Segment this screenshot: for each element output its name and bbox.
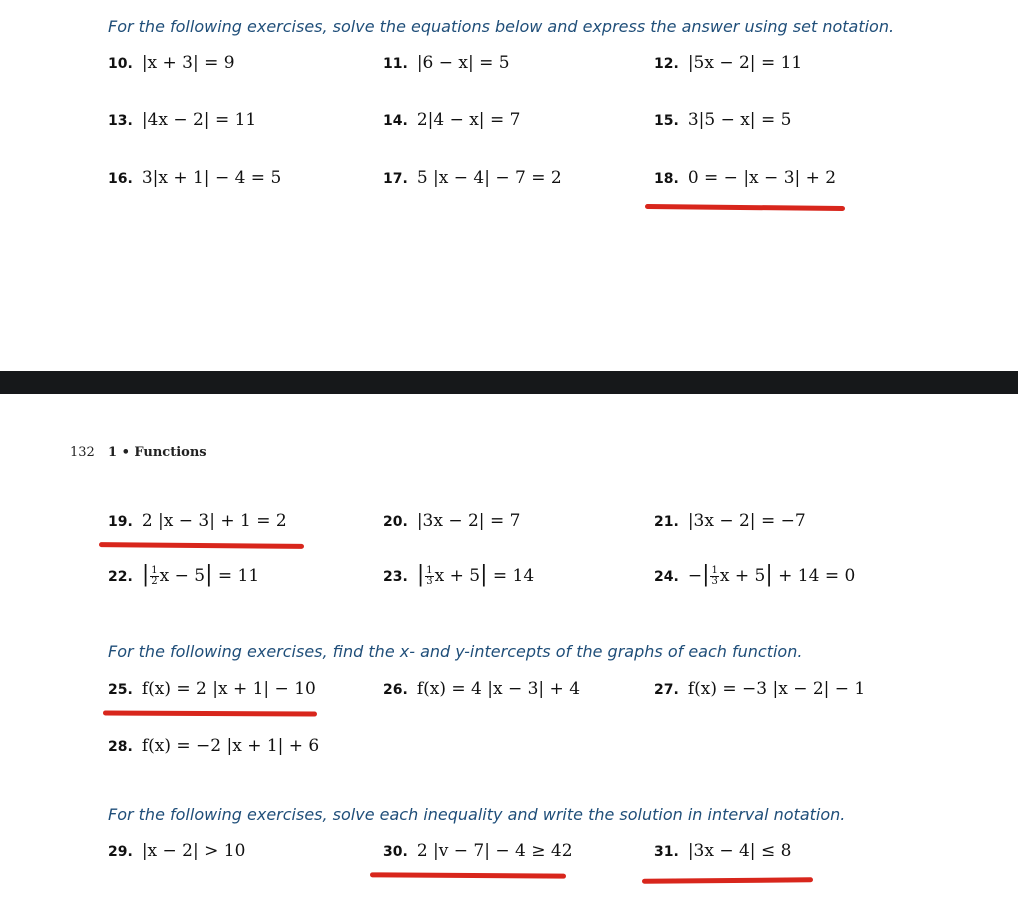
exercise-15 — [654, 110, 791, 130]
instruction-set-notation: For the following exercises, solve the equations below and express the answer using set notation. — [108, 17, 895, 36]
page-number: 132 — [70, 445, 95, 460]
exercise-29 — [108, 841, 245, 861]
exercise-number: 31. — [654, 844, 679, 860]
exercise-number: 25. — [108, 682, 133, 698]
equation: |3x − 4| ≤ 8 — [687, 841, 792, 861]
equation: 2|4 − x| = 7 — [416, 110, 521, 130]
right-hand-side: = 11 — [217, 566, 260, 586]
exercise-25 — [108, 679, 316, 699]
exercise-number: 20. — [383, 514, 408, 530]
equation: 5 |x − 4| − 7 = 2 — [416, 168, 562, 188]
exercise-number: 23. — [383, 569, 408, 585]
expression: x − 5 — [159, 566, 206, 586]
exercise-number: 28. — [108, 739, 133, 755]
exercise-17 — [383, 168, 562, 188]
exercise-number: 13. — [108, 113, 133, 129]
exercise-11 — [383, 53, 510, 73]
exercise-12 — [654, 53, 802, 73]
equation: f(x) = 4 |x − 3| + 4 — [416, 679, 581, 699]
exercise-number: 10. — [108, 56, 133, 72]
exercise-20 — [383, 511, 520, 531]
equation: 3|5 − x| = 5 — [687, 110, 792, 130]
exercise-19 — [108, 511, 287, 531]
exercise-23 — [383, 562, 535, 587]
exercise-number: 17. — [383, 171, 408, 187]
chapter-title: 1 • Functions — [108, 445, 207, 460]
right-hand-side: + 14 = 0 — [778, 566, 856, 586]
expression: x + 5 — [719, 566, 766, 586]
equation: |6 − x| = 5 — [416, 53, 510, 73]
exercise-18 — [654, 168, 836, 188]
exercise-13 — [108, 110, 256, 130]
exercise-number: 16. — [108, 171, 133, 187]
exercise-number: 21. — [654, 514, 679, 530]
equation: |5x − 2| = 11 — [687, 53, 803, 73]
exercise-number: 19. — [108, 514, 133, 530]
exercise-22 — [108, 562, 260, 587]
expression: x + 5 — [434, 566, 481, 586]
page-divider — [0, 371, 1018, 394]
equation: |3x − 2| = 7 — [416, 511, 521, 531]
equation: 2 |x − 3| + 1 = 2 — [141, 511, 287, 531]
equation: f(x) = −3 |x − 2| − 1 — [687, 679, 866, 699]
exercise-28 — [108, 736, 319, 756]
exercise-number: 22. — [108, 569, 133, 585]
equation: |x + 3| = 9 — [141, 53, 235, 73]
exercise-number: 11. — [383, 56, 408, 72]
fraction: $\frac{1}{3}$ — [426, 565, 433, 587]
exercise-number: 30. — [383, 844, 408, 860]
equation: 0 = − |x − 3| + 2 — [687, 168, 837, 188]
exercise-21 — [654, 511, 806, 531]
exercise-number: 26. — [383, 682, 408, 698]
equation: |3x − 2| = −7 — [687, 511, 806, 531]
exercise-number: 14. — [383, 113, 408, 129]
fraction: $\frac{1}{3}$ — [711, 565, 718, 587]
instruction-intercepts: For the following exercises, find the x- and y-intercepts of the graphs of each function. — [108, 642, 803, 661]
equation: −| $\frac{1}{3}$ x + 5| + 14 = 0 — [687, 562, 856, 587]
exercise-24 — [654, 562, 856, 587]
equation: f(x) = 2 |x + 1| − 10 — [141, 679, 316, 699]
exercise-number: 12. — [654, 56, 679, 72]
exercise-30 — [383, 841, 573, 861]
right-hand-side: = 14 — [492, 566, 535, 586]
exercise-26 — [383, 679, 580, 699]
equation: | $\frac{1}{2}$ x − 5| = 11 — [141, 562, 260, 587]
equation: 3|x + 1| − 4 = 5 — [141, 168, 282, 188]
instruction-inequality: For the following exercises, solve each inequality and write the solution in interval notation. — [108, 805, 846, 824]
equation: |4x − 2| = 11 — [141, 110, 257, 130]
exercise-number: 18. — [654, 171, 679, 187]
exercise-number: 24. — [654, 569, 679, 585]
exercise-14 — [383, 110, 520, 130]
equation: |x − 2| > 10 — [141, 841, 246, 861]
exercise-31 — [654, 841, 791, 861]
exercise-27 — [654, 679, 865, 699]
exercise-number: 15. — [654, 113, 679, 129]
exercise-10 — [108, 53, 235, 73]
fraction: $\frac{1}{2}$ — [151, 565, 158, 587]
equation: 2 |v − 7| − 4 ≥ 42 — [416, 841, 573, 861]
equation: f(x) = −2 |x + 1| + 6 — [141, 736, 320, 756]
equation: | $\frac{1}{3}$ x + 5| = 14 — [416, 562, 535, 587]
exercise-16 — [108, 168, 281, 188]
exercise-number: 27. — [654, 682, 679, 698]
sign: − — [687, 566, 703, 586]
exercise-number: 29. — [108, 844, 133, 860]
